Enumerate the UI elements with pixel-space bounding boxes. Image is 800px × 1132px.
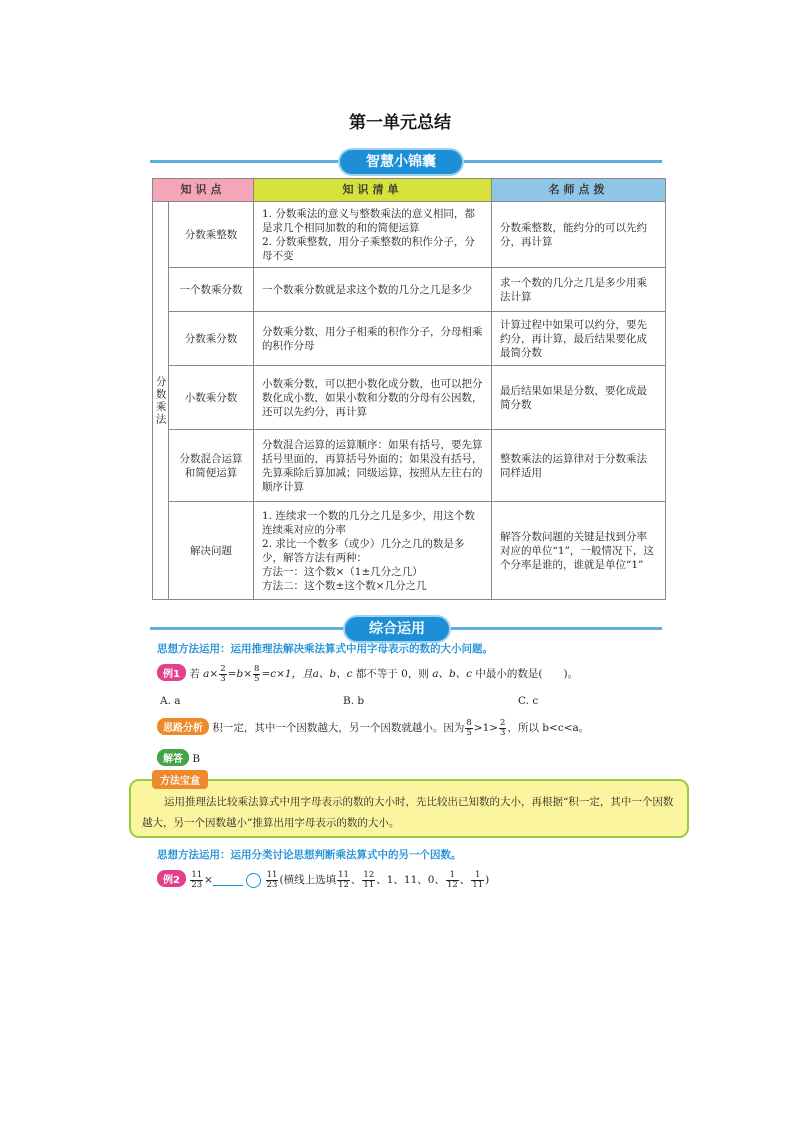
fraction [446, 871, 459, 890]
example-1-pre: 若 [189, 668, 200, 680]
topic-cell: 分数混合运算和简便运算 [169, 430, 254, 502]
fraction [266, 871, 279, 890]
category-cell: 分数乘法 [153, 202, 169, 600]
table-row [153, 312, 666, 366]
knowledge-table [152, 178, 666, 600]
denominator: 11 [472, 879, 484, 890]
numerator: 8 [254, 663, 260, 674]
example-1-mid: 都不等于 0，则 [352, 668, 433, 680]
fraction [499, 719, 506, 738]
denominator: 12 [446, 879, 458, 890]
analysis-tag: 思路分析 [157, 718, 209, 735]
answer-value: B [192, 753, 201, 765]
options-close: ) [485, 874, 490, 886]
content-cell: 1. 连续求一个数的几分之几是多少，用这个数连续乘对应的分率 2. 求比一个数多（或少）几分之几的数是多少，解答方法有两种： 方法一：这个数×（1±几分之几） 方法二：这个数±这个数×几分之几 [254, 502, 492, 600]
fraction [253, 665, 260, 684]
section-banner-tips: 智慧小锦囊 [340, 150, 462, 174]
example-1-tail: 中最小的数是( )。 [472, 668, 579, 680]
denominator: 11 [363, 879, 375, 890]
header-teacher-tip: 名师点拨 [492, 179, 666, 202]
numerator: 11 [338, 869, 349, 880]
ribbon-line-right-2 [449, 627, 662, 630]
topic-cell: 小数乘分数 [169, 366, 254, 430]
fraction [465, 719, 472, 738]
denominator: 23 [266, 879, 278, 890]
analysis-compare: >1> [473, 722, 499, 734]
method-note-1: 思想方法运用：运用推理法解决乘法算式中用字母表示的数的大小问题。 [157, 643, 493, 655]
denominator: 12 [338, 879, 349, 890]
tip-cell: 求一个数的几分之几是多少用乘法计算 [492, 268, 666, 312]
equals: = [261, 668, 271, 680]
separator: 、 [350, 874, 362, 886]
topic-cell: 分数乘分数 [169, 312, 254, 366]
denominator: 3 [220, 673, 226, 684]
content-cell: 分数乘分数，用分子相乘的积作分子，分母相乘的积作分母 [254, 312, 492, 366]
table-header-row [153, 179, 666, 202]
analysis-conclusion: ，所以 b<c<a。 [507, 722, 590, 734]
fraction [219, 665, 226, 684]
compare-circle[interactable] [246, 873, 261, 888]
ribbon-line-left [150, 160, 340, 163]
numerator: 11 [191, 869, 203, 880]
topic-cell: 一个数乘分数 [169, 268, 254, 312]
times-sign: × [204, 874, 213, 886]
numerator: 2 [220, 663, 226, 674]
ribbon-line-left-2 [150, 627, 345, 630]
var-b: b [236, 668, 244, 680]
content-cell: 分数混合运算的运算顺序：如果有括号，要先算括号里面的，再算括号外面的；如果没有括号，先算乘除后算加减；同级运算，按照从左往右的顺序计算 [254, 430, 492, 502]
example-2 [157, 870, 489, 890]
denominator: 5 [466, 727, 472, 738]
example-1: 例1 若 a× $\frac{2}{3}$ =b× $\frac{8}{5}$ =c×1，且a、b、c 都不等于 0，则 a、b、c 中最小的数是( )。 [157, 664, 578, 684]
table-row [153, 202, 666, 268]
var-c: c×1，且 [270, 668, 313, 680]
options-intro: (横线上选填 [279, 874, 337, 886]
answer-tag: 解答 [157, 749, 189, 766]
table-row [153, 366, 666, 430]
method-note-2: 思想方法运用：运用分类讨论思想判断乘法算式中的另一个因数。 [157, 849, 462, 861]
answer [157, 749, 200, 766]
example-2-tag: 例2 [157, 870, 186, 887]
header-knowledge-point: 知识点 [153, 179, 254, 202]
letters: a、b、c [432, 668, 473, 680]
numerator: 11 [266, 869, 278, 880]
options-rest: 、1、11、0、 [376, 874, 445, 886]
tip-cell: 最后结果如果是分数，要化成最简分数 [492, 366, 666, 430]
tip-cell: 整数乘法的运算律对于分数乘法同样适用 [492, 430, 666, 502]
table-row [153, 502, 666, 600]
topic-cell: 分数乘整数 [169, 202, 254, 268]
content-cell: 小数乘分数，可以把小数化成分数，也可以把分数化成小数，如果小数和分数的分母有公因数，还可以先约分，再计算 [254, 366, 492, 430]
choice-b: B. b [343, 695, 365, 707]
content-cell: 1. 分数乘法的意义与整数乘法的意义相同，都是求几个相同加数的和的简便运算 2. 分数乘整数，用分子乘整数的积作分子，分母不变 [254, 202, 492, 268]
fraction [471, 871, 484, 890]
section-banner-practice: 综合运用 [345, 617, 449, 641]
method-box-label: 方法宝盒 [152, 770, 208, 789]
separator: 、 [459, 874, 471, 886]
analysis [157, 718, 589, 738]
numerator: 1 [471, 871, 484, 881]
table-row [153, 430, 666, 502]
numerator: 12 [363, 869, 375, 880]
method-box-text: 运用推理法比较乘法算式中用字母表示的数的大小时，先比较出已知数的大小，再根据“积一定，其中一个因数越大，另一个因数越小”推算出用字母表示的数的大小。 [142, 796, 674, 829]
choice-a: A. a [160, 695, 181, 707]
denominator: 3 [500, 727, 506, 738]
answer-blank[interactable] [213, 874, 243, 886]
tip-cell: 分数乘整数，能约分的可以先约分，再计算 [492, 202, 666, 268]
table-row [153, 268, 666, 312]
page-title: 第一单元总结 [349, 113, 451, 133]
numerator: 1 [446, 871, 459, 881]
fraction [337, 871, 350, 890]
topic-cell: 解决问题 [169, 502, 254, 600]
denominator: 23 [191, 879, 203, 890]
header-knowledge-list: 知识清单 [254, 179, 492, 202]
analysis-text: 积一定，其中一个因数越大，另一个因数就越小。因为 [212, 722, 465, 734]
var-a: a [203, 668, 210, 680]
fraction [362, 871, 375, 890]
example-1-tag: 例1 [157, 664, 186, 681]
letters: a、b、c [312, 668, 353, 680]
numerator: 2 [500, 717, 506, 728]
tip-cell: 计算过程中如果可以约分，要先约分，再计算，最后结果要化成最简分数 [492, 312, 666, 366]
content-cell: 一个数乘分数就是求这个数的几分之几是多少 [254, 268, 492, 312]
equals: = [227, 668, 237, 680]
choice-c: C. c [518, 695, 539, 707]
fraction [190, 871, 203, 890]
tip-cell: 解答分数问题的关键是找到分率对应的单位“1”，一般情况下，这个分率是谁的，谁就是单位“1” [492, 502, 666, 600]
numerator: 8 [466, 717, 472, 728]
denominator: 5 [254, 673, 260, 684]
ribbon-line-right [462, 160, 662, 163]
